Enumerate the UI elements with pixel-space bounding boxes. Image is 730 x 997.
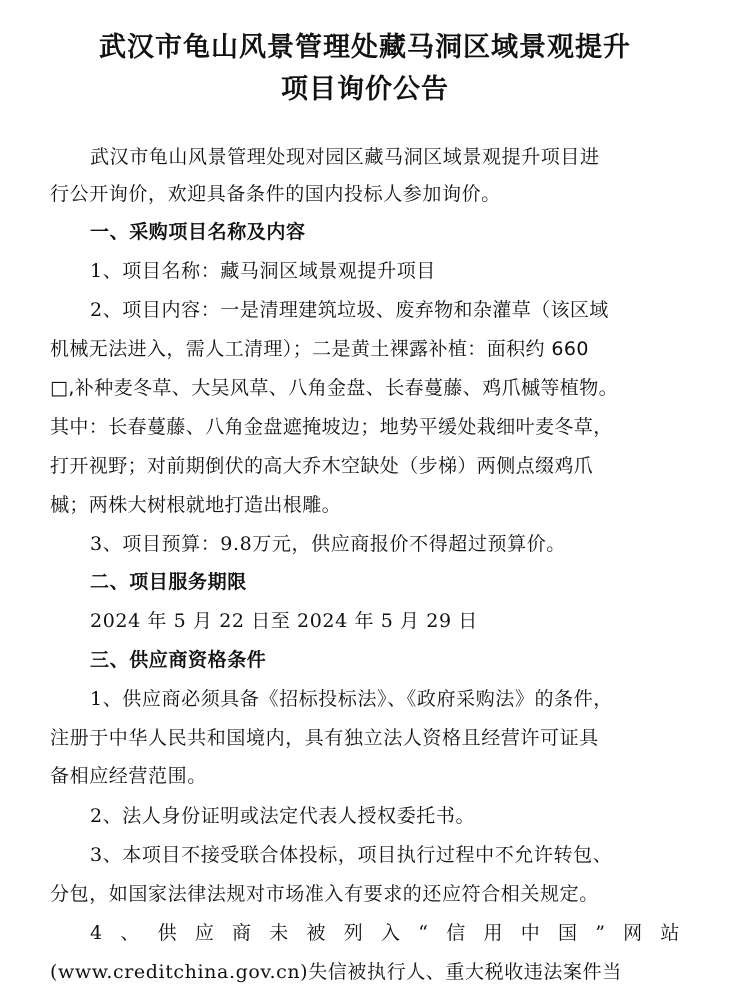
section2-heading: 二、项目服务期限 <box>90 571 247 593</box>
section1-item2-line1-rest: 清理建筑垃圾、废弃物和杂灌草（该区域 <box>259 299 609 321</box>
section3-item1-line-1: 1、供应商必须具备《招标投标法》、《政府采购法》的条件， <box>90 688 613 710</box>
section1-item2-line-6: 槭；两株大树根就地打造出根雕。 <box>50 494 342 516</box>
section3-item1-line-2: 注册于中华人民共和国境内，具有独立法人资格且经营许可证具 <box>50 727 599 749</box>
document-title-line-1: 武汉市龟山风景管理处藏马洞区域景观提升 <box>99 32 631 63</box>
section3-item4-line-1: 4、供应商未被列入“信用中国”网站 <box>90 922 680 944</box>
intro-line-1: 武汉市龟山风景管理处现对园区藏马洞区域景观提升项目进 <box>90 146 600 168</box>
section3-item3-line-1: 3、本项目不接受联合体投标，项目执行过程中不允许转包、 <box>90 844 613 866</box>
section1-item2-line-4: 其中：长春蔓藤、八角金盘遮掩坡边；地势平缓处栽细叶麦冬草， <box>50 416 613 438</box>
section3-item3-line-2: 分包，如国家法律法规对市场准入有要求的还应符合相关规定。 <box>50 883 599 905</box>
intro-line-2: 行公开询价，欢迎具备条件的国内投标人参加询价。 <box>50 183 501 205</box>
section1-item2-prefix: 2、项目内容：一是 <box>90 299 260 321</box>
document-title-line-2: 项目询价公告 <box>281 74 449 105</box>
service-period: 2024 年 5 月 22 日至 2024 年 5 月 29 日 <box>90 610 478 632</box>
section3-heading: 三、供应商资格条件 <box>90 649 267 671</box>
section1-item3: 3、项目预算：9.8万元，供应商报价不得超过预算价。 <box>90 533 566 555</box>
section1-item2-line-5: 打开视野；对前期倒伏的高大乔木空缺处（步梯）两侧点缀鸡爪 <box>50 455 594 477</box>
section1-heading: 一、采购项目名称及内容 <box>90 221 306 243</box>
section1-item2-line-2: 机械无法进入，需人工清理）；二是黄土裸露补植：面积约 660 <box>50 338 589 360</box>
section3-item2: 2、法人身份证明或法定代表人授权委托书。 <box>90 805 476 827</box>
section1-item1: 1、项目名称：藏马洞区域景观提升项目 <box>90 260 436 282</box>
section1-item2-line-3: □,补种麦冬草、大吴风草、八角金盘、长春蔓藤、鸡爪槭等植物。 <box>50 377 618 399</box>
section3-item4-line-2: (www.creditchina.gov.cn)失信被执行人、重大税收违法案件当 <box>50 961 622 983</box>
section1-item2-line-1 <box>90 291 680 329</box>
section3-item1-line-3: 备相应经营范围。 <box>50 765 207 787</box>
